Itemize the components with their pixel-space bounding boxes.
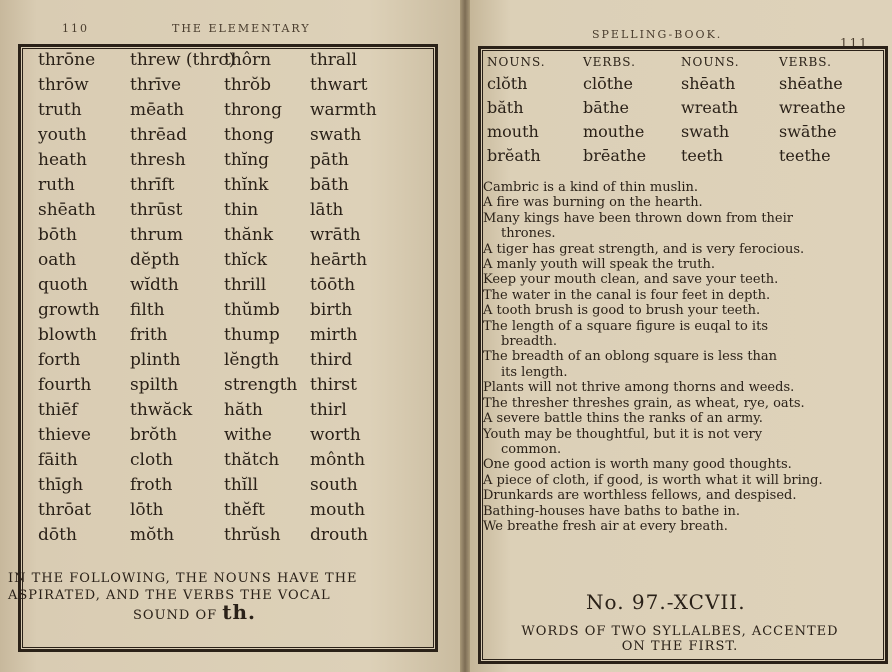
spelling-word: third bbox=[310, 350, 353, 370]
spelling-word: youth bbox=[38, 125, 87, 145]
spelling-word: warmth bbox=[310, 100, 377, 120]
spelling-word: thrōat bbox=[38, 500, 92, 520]
spelling-word: fāith bbox=[38, 450, 78, 470]
noun-word: swath bbox=[681, 122, 730, 141]
left-caption bbox=[8, 570, 408, 624]
sentence-line: common. bbox=[501, 441, 562, 457]
noun-word: wreath bbox=[681, 98, 739, 117]
spelling-word: thrīft bbox=[130, 175, 175, 195]
col-header-nouns-2: NOUNS. bbox=[681, 55, 740, 69]
spelling-word: thump bbox=[224, 325, 280, 345]
noun-word: mouth bbox=[487, 122, 539, 141]
spelling-word: growth bbox=[38, 300, 100, 320]
spelling-word: thirst bbox=[310, 375, 357, 395]
sentence-line: Bathing-houses have baths to bathe in. bbox=[483, 503, 740, 519]
noun-word: clŏth bbox=[487, 74, 528, 93]
left-page-number: 110 bbox=[62, 22, 89, 35]
spelling-word: thong bbox=[224, 125, 274, 145]
spelling-word: fourth bbox=[38, 375, 92, 395]
spelling-word: mŏth bbox=[130, 525, 175, 545]
verb-word: teethe bbox=[779, 146, 831, 165]
sentence-line: The length of a square figure is euqal to its bbox=[483, 318, 768, 334]
spelling-word: thiēf bbox=[38, 400, 78, 420]
spelling-word: south bbox=[310, 475, 358, 495]
spelling-word: lāth bbox=[310, 200, 344, 220]
spelling-word: thĭng bbox=[224, 150, 270, 170]
spelling-word: heārth bbox=[310, 250, 368, 270]
spelling-word: thătch bbox=[224, 450, 280, 470]
spelling-word: thin bbox=[224, 200, 259, 220]
sentence-line: Cambric is a kind of thin muslin. bbox=[483, 180, 699, 195]
spelling-word: thrŭsh bbox=[224, 525, 281, 545]
verb-word: shēathe bbox=[779, 74, 843, 93]
verb-word: brēathe bbox=[583, 146, 647, 165]
spelling-word: spilth bbox=[130, 375, 179, 395]
book-gutter bbox=[460, 0, 470, 672]
spelling-word: mirth bbox=[310, 325, 358, 345]
sentence-line: A severe battle thins the ranks of an army. bbox=[483, 411, 763, 427]
sentence-line: thrones. bbox=[501, 226, 556, 242]
sentence-line: A tiger has great strength, and is very ferocious. bbox=[483, 241, 805, 257]
spelling-word: heath bbox=[38, 150, 87, 170]
spelling-word: truth bbox=[38, 100, 82, 120]
sentence-line: A manly youth will speak the truth. bbox=[483, 257, 716, 273]
spelling-word: thieve bbox=[38, 425, 91, 445]
spelling-word: thrŏb bbox=[224, 75, 272, 95]
caption-line-1: IN THE FOLLOWING, THE NOUNS HAVE THE bbox=[8, 571, 358, 586]
spelling-word: plinth bbox=[130, 350, 181, 370]
noun-word: brĕath bbox=[487, 146, 541, 165]
spelling-word: thrōw bbox=[38, 75, 89, 95]
spelling-word: mônth bbox=[310, 450, 366, 470]
spelling-word: strength bbox=[224, 375, 298, 395]
spelling-word: oath bbox=[38, 250, 77, 270]
caption-line-3-text: SOUND OF bbox=[133, 608, 218, 623]
spelling-word: filth bbox=[130, 300, 165, 320]
spelling-word: mouth bbox=[310, 500, 366, 520]
sentence-line: A piece of cloth, if good, is worth what it will bring. bbox=[483, 472, 823, 488]
verb-word: swāthe bbox=[779, 122, 837, 141]
spelling-word: wĭdth bbox=[130, 275, 179, 295]
spelling-word: froth bbox=[130, 475, 173, 495]
sentence-line: Many kings have been thrown down from their bbox=[483, 210, 793, 226]
spelling-word: bāth bbox=[310, 175, 349, 195]
sentence-line: A tooth brush is good to brush your teeth. bbox=[483, 303, 761, 319]
spelling-word: drouth bbox=[310, 525, 368, 545]
spelling-word: cloth bbox=[130, 450, 173, 470]
spelling-word: thresh bbox=[130, 150, 186, 170]
spelling-word: thĭck bbox=[224, 250, 268, 270]
caption-line-2: ASPIRATED, AND THE VERBS THE VOCAL bbox=[8, 588, 331, 603]
sentence-line: The thresher threshes grain, as wheat, rye, oats. bbox=[483, 395, 805, 411]
col-header-nouns-1: NOUNS. bbox=[487, 55, 546, 69]
sentence-line: its length. bbox=[501, 364, 568, 380]
col-header-verbs-1: VERBS. bbox=[583, 55, 636, 69]
spelling-word: throng bbox=[224, 100, 282, 120]
spelling-word: thirl bbox=[310, 400, 347, 420]
spelling-word: thrēad bbox=[130, 125, 187, 145]
spelling-word: shēath bbox=[38, 200, 96, 220]
sentence-line: Drunkards are worthless fellows, and despised. bbox=[483, 488, 797, 504]
spelling-word: ruth bbox=[38, 175, 75, 195]
spelling-word: threw (thro) bbox=[130, 50, 236, 70]
spelling-word: dōth bbox=[38, 525, 77, 545]
spelling-word: thrōne bbox=[38, 50, 96, 70]
caption-th: th. bbox=[222, 600, 257, 624]
spelling-word: thĭnk bbox=[224, 175, 269, 195]
spelling-word: blowth bbox=[38, 325, 97, 345]
spelling-word: forth bbox=[38, 350, 81, 370]
spelling-word: thīgh bbox=[38, 475, 84, 495]
spelling-word: tōōth bbox=[310, 275, 356, 295]
sentence-line: breadth. bbox=[501, 334, 558, 350]
sentence-line: A fire was burning on the hearth. bbox=[483, 195, 703, 211]
spelling-word: mēath bbox=[130, 100, 185, 120]
verb-word: wreathe bbox=[779, 98, 846, 117]
spelling-word: lĕngth bbox=[224, 350, 280, 370]
spelling-word: thrill bbox=[224, 275, 267, 295]
spelling-word: wrāth bbox=[310, 225, 361, 245]
noun-word: teeth bbox=[681, 146, 724, 165]
example-sentences bbox=[483, 180, 878, 534]
caption-line-3 bbox=[8, 600, 408, 624]
spelling-word: bōth bbox=[38, 225, 77, 245]
spelling-word: thĕft bbox=[224, 500, 265, 520]
spelling-word: quoth bbox=[38, 275, 88, 295]
sentence-line: Plants will not thrive among thorns and weeds. bbox=[483, 380, 795, 396]
lesson-title bbox=[478, 624, 882, 654]
spelling-word: withe bbox=[224, 425, 272, 445]
verb-word: bāthe bbox=[583, 98, 629, 117]
spelling-word: lōth bbox=[130, 500, 164, 520]
spelling-word: pāth bbox=[310, 150, 349, 170]
sentence-line: The breadth of an oblong square is less than bbox=[483, 349, 778, 365]
sentence-line: Keep your mouth clean, and save your teeth. bbox=[483, 272, 779, 288]
lesson-number: No. 97.-XCVII. bbox=[586, 590, 746, 614]
spelling-word: thôrn bbox=[224, 50, 272, 70]
spelling-word: dĕpth bbox=[130, 250, 180, 270]
verb-word: clōthe bbox=[583, 74, 633, 93]
spelling-word: frith bbox=[130, 325, 168, 345]
spelling-word: thănk bbox=[224, 225, 274, 245]
spelling-word: swath bbox=[310, 125, 362, 145]
spelling-word: thrall bbox=[310, 50, 357, 70]
spelling-word: thrūst bbox=[130, 200, 183, 220]
spelling-word: thwăck bbox=[130, 400, 193, 420]
spelling-word: thŭmb bbox=[224, 300, 280, 320]
sentence-line: We breathe fresh air at every breath. bbox=[483, 518, 728, 534]
noun-word: băth bbox=[487, 98, 524, 117]
sentence-line: One good action is worth many good thoughts. bbox=[483, 457, 792, 473]
sentence-line: The water in the canal is four feet in depth. bbox=[483, 287, 771, 303]
right-page-number: 111 bbox=[840, 36, 869, 50]
noun-verb-table bbox=[487, 52, 875, 168]
spelling-word: brŏth bbox=[130, 425, 178, 445]
spelling-word: thwart bbox=[310, 75, 368, 95]
noun-word: shēath bbox=[681, 74, 736, 93]
left-word-table bbox=[38, 48, 400, 548]
spelling-word: thrīve bbox=[130, 75, 182, 95]
spelling-word: hăth bbox=[224, 400, 263, 420]
left-running-head: THE ELEMENTARY bbox=[172, 22, 311, 35]
spelling-word: birth bbox=[310, 300, 353, 320]
lesson-title-line-2: ON THE FIRST. bbox=[621, 639, 739, 654]
spelling-word: thĭll bbox=[224, 475, 259, 495]
col-header-verbs-2: VERBS. bbox=[779, 55, 832, 69]
lesson-title-line-1: WORDS OF TWO SYLLALBES, ACCENTED bbox=[521, 624, 839, 639]
verb-word: mouthe bbox=[583, 122, 645, 141]
spelling-word: worth bbox=[310, 425, 361, 445]
sentence-line: Youth may be thoughtful, but it is not very bbox=[483, 426, 763, 442]
spelling-word: thrum bbox=[130, 225, 183, 245]
right-running-head: SPELLING-BOOK. bbox=[592, 28, 723, 41]
